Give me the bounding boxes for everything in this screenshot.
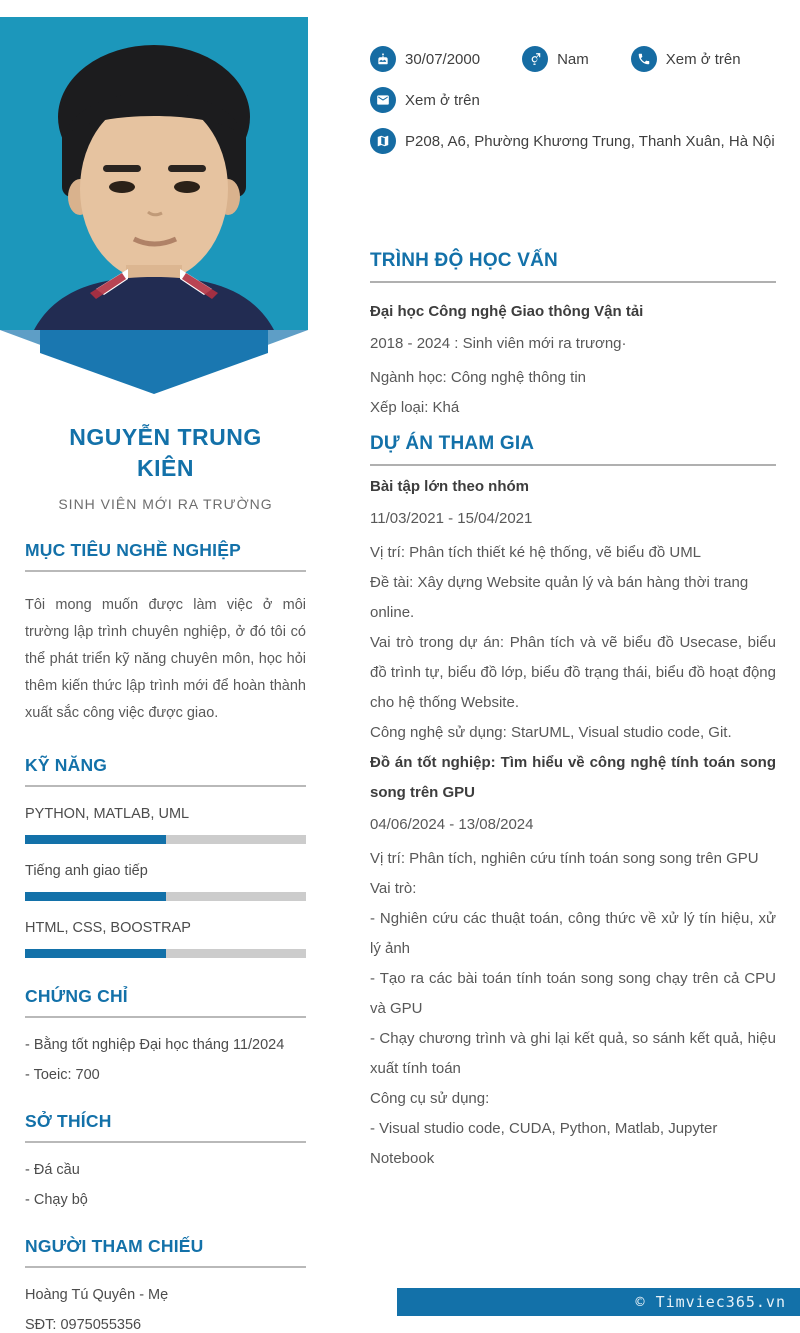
project2-role-label: Vai trò: xyxy=(370,880,417,897)
address-value: P208, A6, Phường Khương Trung, Thanh Xuân, Hà Nội xyxy=(405,132,775,150)
skills-heading: KỸ NĂNG xyxy=(25,755,306,787)
birthday-cake-icon xyxy=(370,46,396,72)
contact-gender xyxy=(522,46,589,72)
contact-birthday xyxy=(370,46,480,72)
skill-bar-fill xyxy=(25,892,166,901)
projects-heading: DỰ ÁN THAM GIA xyxy=(370,433,776,466)
email-envelope-icon xyxy=(370,87,396,113)
education-period: 2018 - 2024 : Sinh viên mới ra trương· xyxy=(370,335,627,352)
education-grade: Xếp loại: Khá xyxy=(370,399,460,416)
project2-role-item: - Nghiên cứu các thuật toán, công thức về xử lý tín hiệu, xử lý ảnh xyxy=(370,910,776,957)
skill-bar-fill xyxy=(25,949,166,958)
project2-period: 04/06/2024 - 13/08/2024 xyxy=(370,816,534,833)
hobby-item: - Chạy bộ xyxy=(25,1192,88,1208)
email-value: Xem ở trên xyxy=(405,91,480,109)
education-heading: TRÌNH ĐỘ HỌC VẤN xyxy=(370,250,776,283)
contact-phone xyxy=(631,46,741,72)
skill-label: PYTHON, MATLAB, UML xyxy=(25,806,190,822)
right-column xyxy=(370,0,776,1174)
project2-role-item: - Chạy chương trình và ghi lại kết quả, so sánh kết quả, hiệu xuất tính toán xyxy=(370,1030,776,1077)
project1-position: Vị trí: Phân tích thiết ké hệ thống, vẽ biểu đồ UML xyxy=(370,544,702,561)
contact-address xyxy=(370,128,775,154)
phone-icon xyxy=(631,46,657,72)
phone-value: Xem ở trên xyxy=(665,50,741,68)
hobby-item: - Đá cầu xyxy=(25,1162,80,1178)
profile-photo-image xyxy=(0,17,308,330)
project1-tech: Công nghệ sử dụng: StarUML, Visual studio code, Git. xyxy=(370,724,732,741)
contact-email xyxy=(370,87,480,113)
birthday-value: 30/07/2000 xyxy=(405,50,481,68)
candidate-title: SINH VIÊN MỚI RA TRƯỜNG xyxy=(58,496,273,512)
gender-value: Nam xyxy=(557,50,589,68)
skill-bar xyxy=(25,949,306,958)
contact-row xyxy=(370,128,776,154)
skill-bar xyxy=(25,892,306,901)
profile-photo xyxy=(0,17,308,330)
project1-topic: Đề tài: Xây dựng Website quản lý và bán hàng thời trang online. xyxy=(370,574,749,621)
hobbies-heading: SỞ THÍCH xyxy=(25,1111,306,1143)
objective-heading: MỤC TIÊU NGHỀ NGHIỆP xyxy=(25,540,306,572)
education-major: Ngành học: Công nghệ thông tin xyxy=(370,369,586,386)
skill-row xyxy=(25,806,306,844)
project2-position: Vị trí: Phân tích, nghiên cứu tính toán song song trên GPU xyxy=(370,850,759,867)
project1-period: 11/03/2021 - 15/04/2021 xyxy=(370,510,533,527)
project2-role-item: - Tạo ra các bài toán tính toán song song chạy trên cả CPU và GPU xyxy=(370,970,776,1017)
project1-role: Vai trò trong dự án: Phân tích và vẽ biểu đồ Usecase, biểu đồ trình tự, biểu đồ lớp, biểu đồ trạng thái, biểu đồ hoạt động cho hệ thống Website. xyxy=(370,634,776,711)
gender-icon xyxy=(522,46,548,72)
photo-banner-arrow xyxy=(0,330,308,396)
map-location-icon xyxy=(370,128,396,154)
project2-title: Đồ án tốt nghiệp: Tìm hiểu về công nghệ tính toán song song trên GPU xyxy=(370,754,776,801)
skill-row xyxy=(25,863,306,901)
contact-row xyxy=(370,87,776,113)
watermark-link[interactable]: © Timviec365.vn xyxy=(397,1288,800,1316)
certificate-item: - Bằng tốt nghiệp Đại học tháng 11/2024 xyxy=(25,1037,285,1053)
contact-row xyxy=(370,46,776,72)
objective-text: Tôi mong muốn được làm việc ở môi trường lập trình chuyên nghiệp, ở đó tôi có thể phát triển kỹ năng chuyên môn, học hỏi thêm kiến thức lập trình mới để hoàn thành xuất sắc công việc được giao. xyxy=(25,597,306,721)
candidate-name: NGUYỄN TRUNG KIÊN xyxy=(69,424,262,481)
skill-bar xyxy=(25,835,306,844)
project2-tools: - Visual studio code, CUDA, Python, Matlab, Jupyter Notebook xyxy=(370,1120,718,1167)
project2-tools-label: Công cụ sử dụng: xyxy=(370,1090,490,1107)
skill-label: Tiếng anh giao tiếp xyxy=(25,863,148,879)
certificate-item: - Toeic: 700 xyxy=(25,1067,100,1083)
certificates-heading: CHỨNG CHỈ xyxy=(25,986,306,1018)
skill-row xyxy=(25,920,306,958)
skill-bar-fill xyxy=(25,835,166,844)
project1-title: Bài tập lớn theo nhóm xyxy=(370,478,529,495)
education-school: Đại học Công nghệ Giao thông Vận tải xyxy=(370,303,644,320)
left-column xyxy=(0,0,330,1333)
reference-name: Hoàng Tú Quyên - Mẹ xyxy=(25,1287,169,1303)
references-heading: NGƯỜI THAM CHIẾU xyxy=(25,1236,306,1268)
skill-label: HTML, CSS, BOOSTRAP xyxy=(25,920,191,936)
reference-phone: SĐT: 0975055356 xyxy=(25,1317,142,1333)
